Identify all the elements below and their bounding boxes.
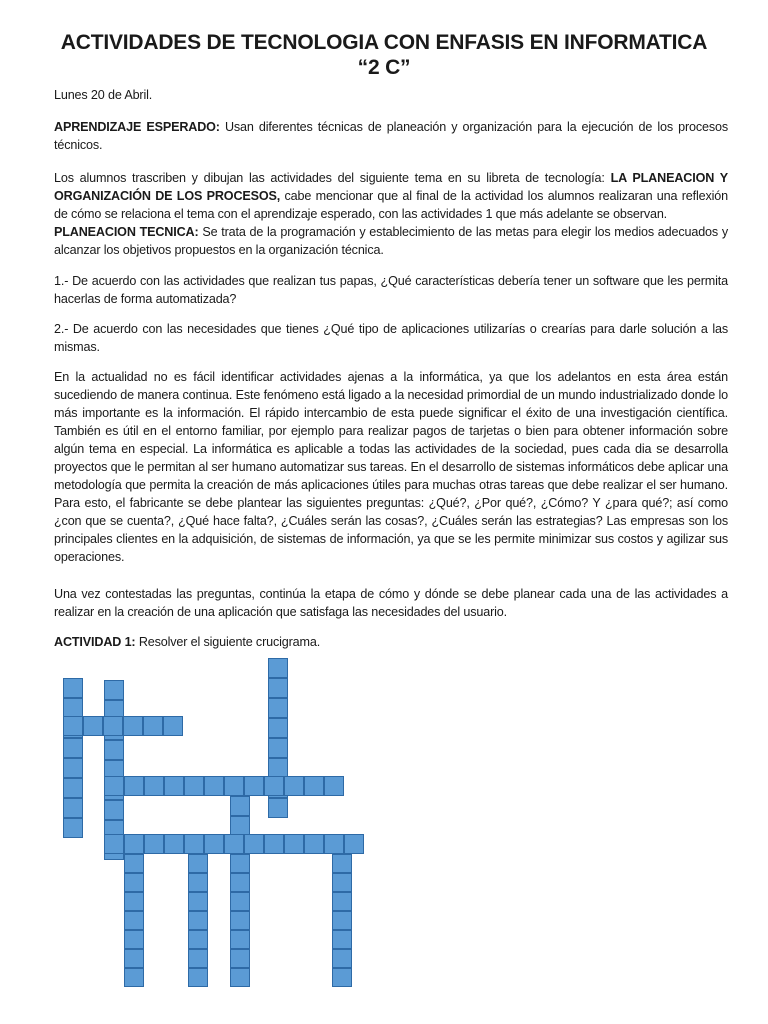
crossword-cell[interactable] — [104, 776, 124, 796]
crossword-cell[interactable] — [304, 776, 324, 796]
crossword-cell[interactable] — [230, 873, 250, 892]
crossword-cell[interactable] — [204, 776, 224, 796]
crossword-cell[interactable] — [204, 834, 224, 854]
crossword-cell[interactable] — [224, 776, 244, 796]
crossword-cell[interactable] — [188, 949, 208, 968]
crossword-cell[interactable] — [83, 716, 103, 736]
crossword-cell[interactable] — [63, 716, 83, 736]
planeacion-label: PLANEACION TECNICA: — [54, 225, 199, 239]
crossword-cell[interactable] — [304, 834, 324, 854]
crossword-cell[interactable] — [284, 776, 304, 796]
crossword-cell[interactable] — [332, 949, 352, 968]
crossword-cell[interactable] — [230, 892, 250, 911]
crossword-cell[interactable] — [344, 834, 364, 854]
crossword-cell[interactable] — [63, 778, 83, 798]
crossword-cell[interactable] — [124, 873, 144, 892]
crossword-cell[interactable] — [63, 798, 83, 818]
crossword-cell[interactable] — [332, 892, 352, 911]
actividad-text: Resolver el siguiente crucigrama. — [135, 635, 321, 649]
intro-topic: LA PLANEACION Y ORGANIZACIÓN DE LOS PROCESOS, — [54, 171, 728, 203]
crossword-cell[interactable] — [124, 930, 144, 949]
crossword-cell[interactable] — [244, 834, 264, 854]
crossword-cell[interactable] — [63, 818, 83, 838]
crossword-cell[interactable] — [230, 796, 250, 816]
crossword-cell[interactable] — [188, 930, 208, 949]
crossword-cell[interactable] — [184, 834, 204, 854]
aprendizaje-text: Usan diferentes técnicas de planeación y organización para la ejecución de los procesos técnicos. — [54, 120, 728, 152]
crossword-cell[interactable] — [124, 834, 144, 854]
crossword-cell[interactable] — [264, 834, 284, 854]
crossword-cell[interactable] — [230, 911, 250, 930]
crossword-cell[interactable] — [268, 718, 288, 738]
crossword-cell[interactable] — [144, 776, 164, 796]
crossword-cell[interactable] — [324, 776, 344, 796]
crossword-cell[interactable] — [268, 758, 288, 778]
crossword-cell[interactable] — [124, 892, 144, 911]
crossword-cell[interactable] — [124, 854, 144, 873]
crossword-cell[interactable] — [244, 776, 264, 796]
crossword-cell[interactable] — [124, 776, 144, 796]
crossword-cell[interactable] — [188, 968, 208, 987]
crossword-cell[interactable] — [124, 968, 144, 987]
crossword-cell[interactable] — [332, 911, 352, 930]
crossword-cell[interactable] — [63, 758, 83, 778]
actividad-label: ACTIVIDAD 1: — [54, 635, 136, 649]
question-1: 1.- De acuerdo con las actividades que realizan tus papas, ¿Qué características debería tener un software que les permita hacerlas de forma automatizada? — [54, 274, 728, 306]
crossword-cell[interactable] — [63, 698, 83, 718]
aprendizaje-label: APRENDIZAJE ESPERADO: — [54, 120, 220, 134]
date-line: Lunes 20 de Abril. — [54, 88, 153, 102]
closing-paragraph: Una vez contestadas las preguntas, continúa la etapa de cómo y dónde se debe planear cada una de las actividades a realizar en la creación de una aplicación que satisfaga las necesidades del usuario. — [54, 587, 728, 619]
crossword-cell[interactable] — [124, 949, 144, 968]
crossword-cell[interactable] — [332, 873, 352, 892]
crossword-cell[interactable] — [268, 698, 288, 718]
crossword-cell[interactable] — [144, 834, 164, 854]
crossword-cell[interactable] — [230, 816, 250, 836]
crossword-cell[interactable] — [143, 716, 163, 736]
crossword-cell[interactable] — [188, 892, 208, 911]
title-line-2: “2 C” — [357, 56, 411, 79]
crossword-cell[interactable] — [163, 716, 183, 736]
crossword-cell[interactable] — [184, 776, 204, 796]
crossword-cell[interactable] — [164, 834, 184, 854]
crossword-cell[interactable] — [332, 968, 352, 987]
crossword-cell[interactable] — [63, 678, 83, 698]
crossword-cell[interactable] — [104, 834, 124, 854]
question-2: 2.- De acuerdo con las necesidades que tienes ¿Qué tipo de aplicaciones utilizarías o crearías para darle solución a las mismas. — [54, 322, 728, 354]
crossword-cell[interactable] — [124, 911, 144, 930]
crossword-cell[interactable] — [104, 740, 124, 760]
crossword-cell[interactable] — [164, 776, 184, 796]
crossword-cell[interactable] — [324, 834, 344, 854]
crossword-cell[interactable] — [104, 680, 124, 700]
crossword-cell[interactable] — [104, 800, 124, 820]
crossword-cell[interactable] — [188, 873, 208, 892]
crossword-cell[interactable] — [332, 854, 352, 873]
crossword-cell[interactable] — [123, 716, 143, 736]
crossword-cell[interactable] — [268, 678, 288, 698]
crossword-cell[interactable] — [332, 930, 352, 949]
crossword-cell[interactable] — [230, 949, 250, 968]
intro-post: cabe mencionar que al final de la actividad los alumnos realizaran una reflexión de cómo se relaciona el tema con el aprendizaje esperado, con las actividades 1 que más adelante se observan. — [54, 189, 728, 221]
crossword-cell[interactable] — [284, 834, 304, 854]
crossword-cell[interactable] — [230, 930, 250, 949]
crossword-cell[interactable] — [188, 911, 208, 930]
intro-pre: Los alumnos trascriben y dibujan las actividades del siguiente tema en su libreta de tecnología: — [54, 171, 611, 185]
crossword-cell[interactable] — [103, 716, 123, 736]
title-line-1: ACTIVIDADES DE TECNOLOGIA CON ENFASIS EN INFORMATICA — [60, 31, 708, 54]
crossword-cell[interactable] — [224, 834, 244, 854]
crossword-cell[interactable] — [188, 854, 208, 873]
crossword-cell[interactable] — [268, 658, 288, 678]
crossword-cell[interactable] — [264, 776, 284, 796]
crossword-cell[interactable] — [63, 738, 83, 758]
crossword-cell[interactable] — [230, 968, 250, 987]
crossword-cell[interactable] — [268, 798, 288, 818]
main-paragraph: En la actualidad no es fácil identificar actividades ajenas a la informática, ya que los adelantos en esta área están sucediendo de manera continua. Este fenómeno está ligado a la necesidad primordial de un mundo industrializado donde lo más importante es la información. El rápido intercambio de esta puede significar el éxito de una investigación científica. También es útil en el entorno familiar, por ejemplo para realizar pagos de tarjetas o bien para obtener información sobre algún tema en especial. La informática es aplicable a todas las actividades de la sociedad, pues cada dia se desarrolla proyectos que le permitan al ser humano automatizar sus tareas. En el desarrollo de sistemas informáticos debe aplicar una metodología que permita la creación de más aplicaciones útiles para muchas otras tareas que debe realizar el ser humano. Para esto, el fabricante se debe plantear las siguientes preguntas: ¿Qué?, ¿Por qué?, ¿Cómo? Y ¿para qué?; así como ¿con que se cuenta?, ¿Qué hace falta?, ¿Cuáles serán las cosas?, ¿Cuáles serán las estrategias? Las empresas son los principales clientes en la adquisición, de sistemas de información, ya que se les permite minimizar sus costos y agilizar sus operaciones. — [54, 370, 729, 564]
crossword-cell[interactable] — [230, 854, 250, 873]
crossword-cell[interactable] — [268, 738, 288, 758]
planeacion-text: Se trata de la programación y establecimiento de las metas para elegir los medios adecuados y alcanzar los objetivos propuestos en la organización técnica. — [54, 225, 729, 257]
